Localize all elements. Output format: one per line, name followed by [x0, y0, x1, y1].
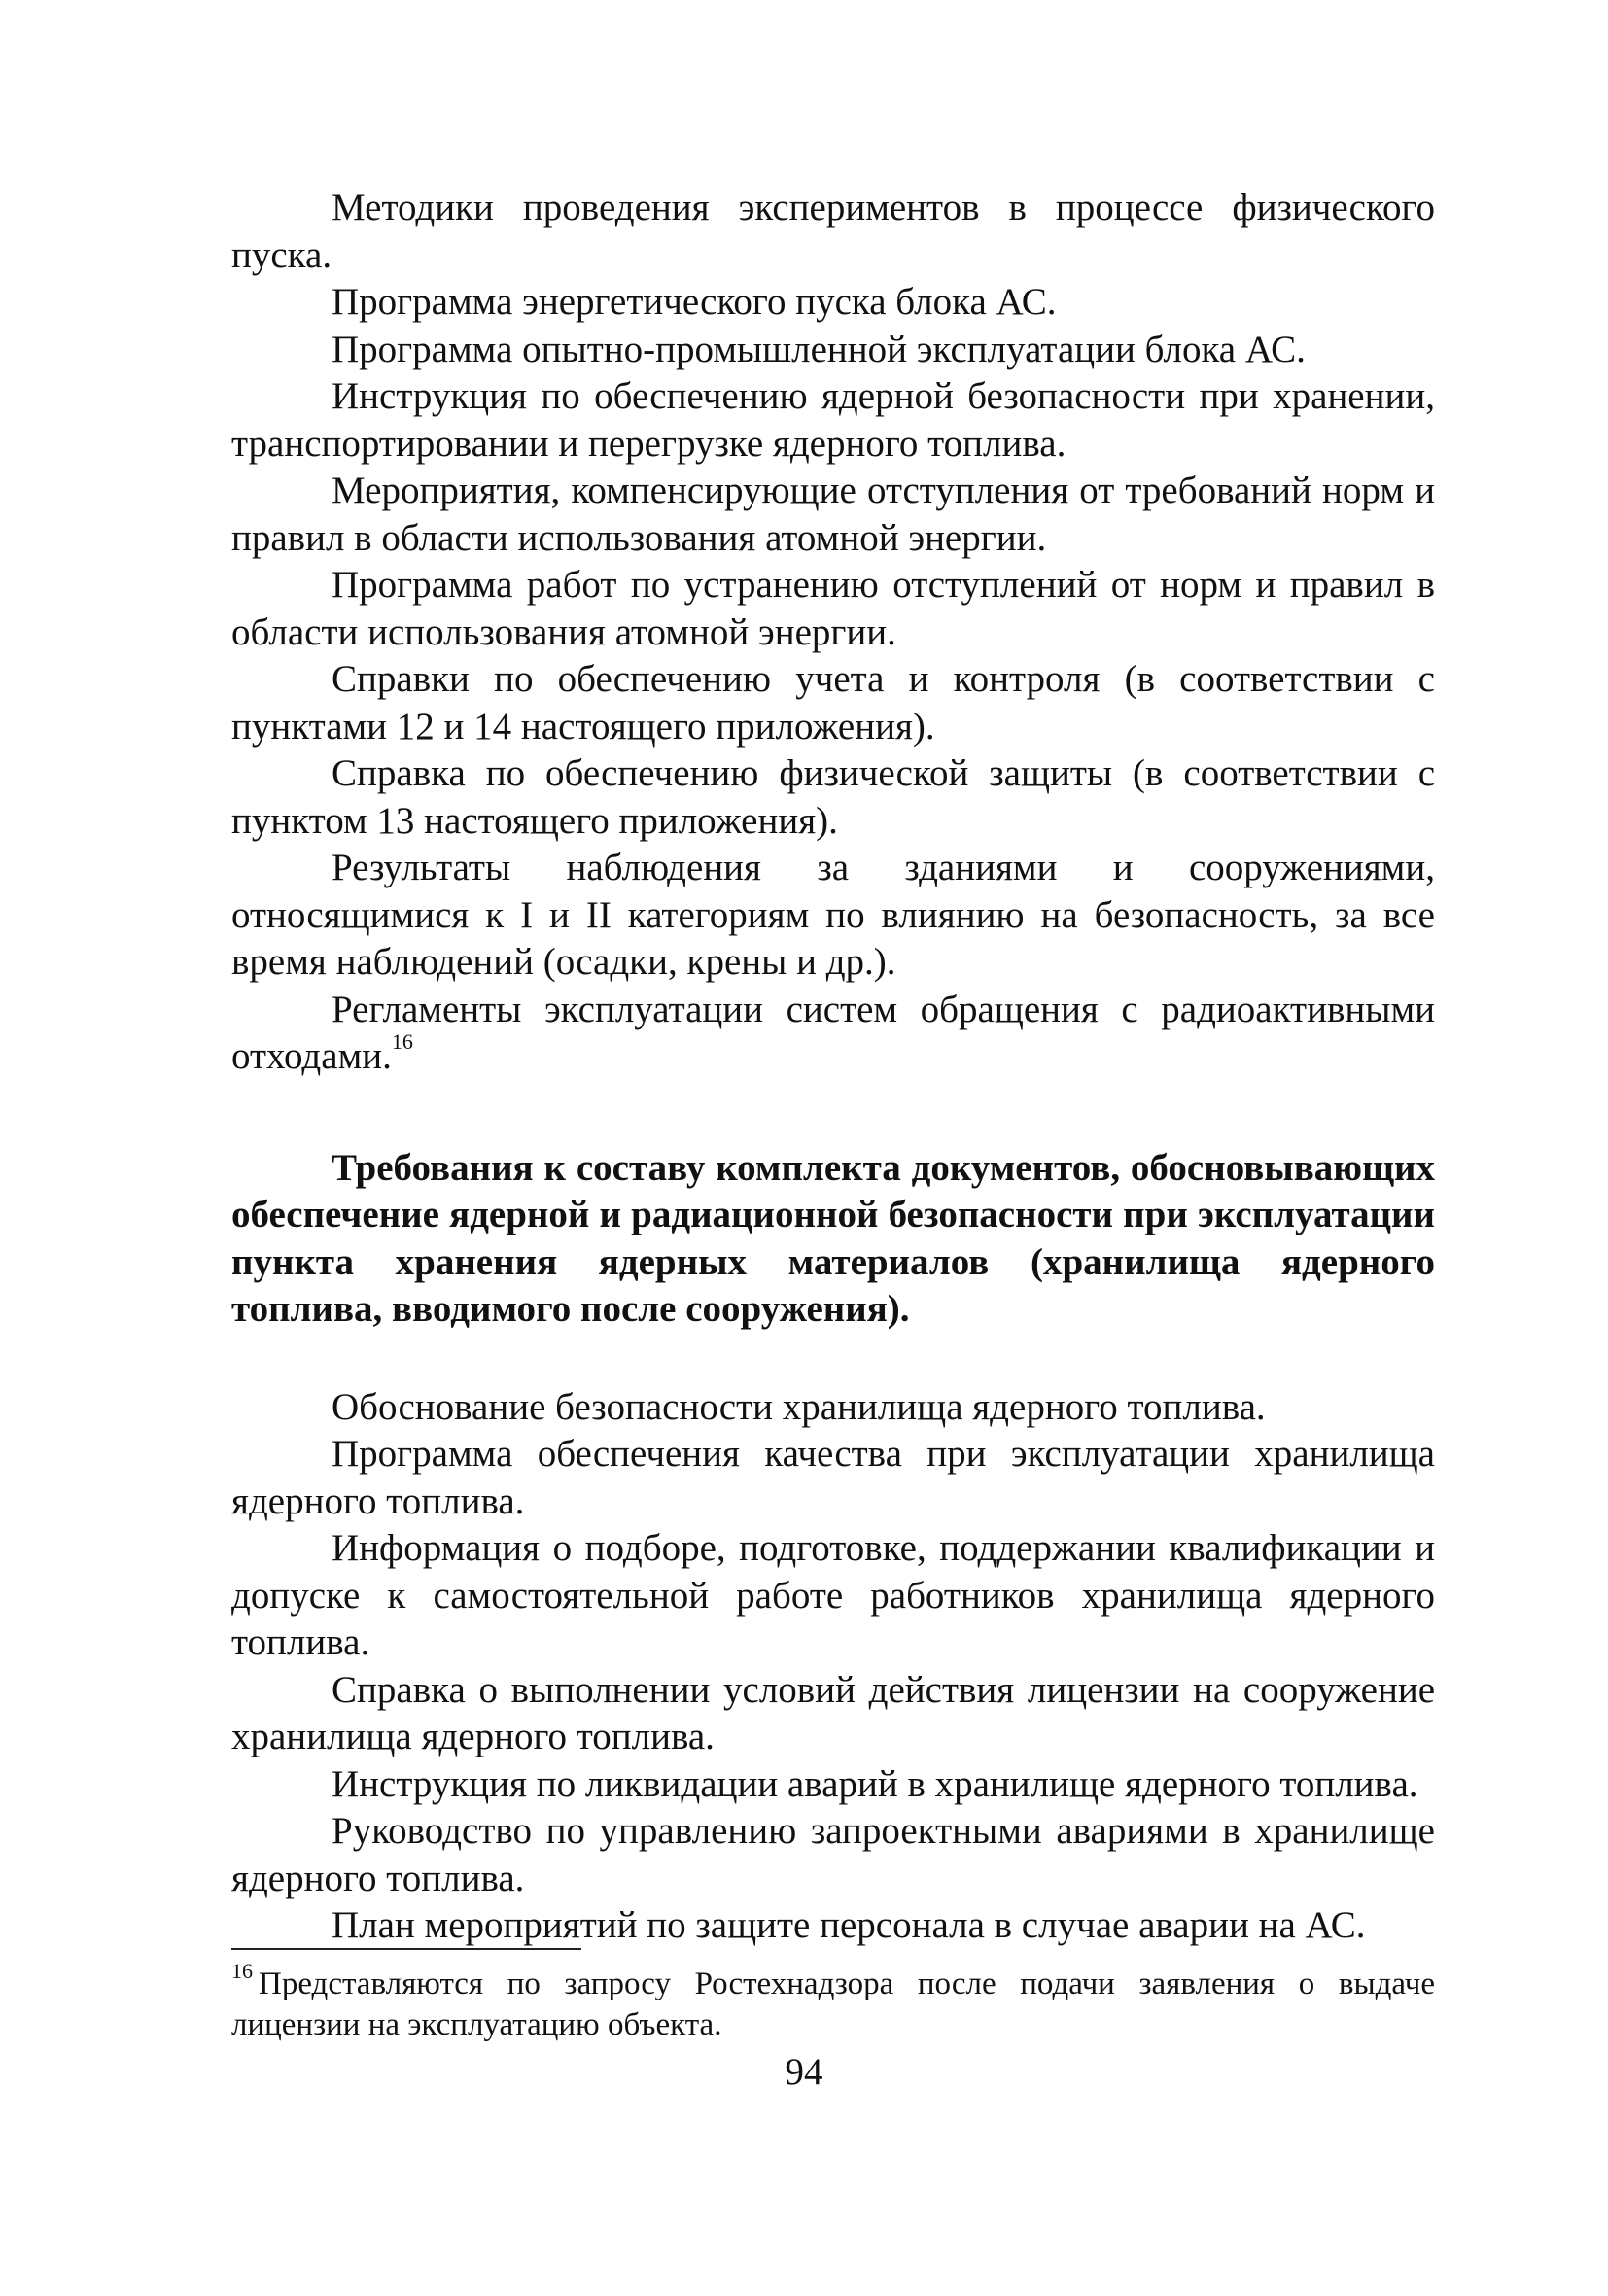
footnote — [231, 1959, 1435, 2045]
paragraph: Методики проведения экспериментов в процессе физического пуска. — [231, 187, 1435, 276]
footnote-reference[interactable]: 16 — [391, 1029, 413, 1054]
footnote-text: Представляются по запросу Ростехнадзора после подачи заявления о выдаче лицензии на эксплуатацию объекта. — [231, 1966, 1435, 2042]
paragraph: Информация о подборе, подготовке, поддержании квалификации и допуске к самостоятельной работе работников хранилища ядерного топлива. — [231, 1527, 1435, 1663]
footnote-number: 16 — [231, 1959, 253, 1983]
paragraph: Программа опытно-промышленной эксплуатации блока АС. — [332, 328, 1306, 370]
footnote-divider — [231, 1948, 581, 1950]
paragraph: Инструкция по обеспечению ядерной безопасности при хранении, транспортировании и перегрузке ядерного топлива. — [231, 375, 1435, 465]
main-text — [231, 185, 1435, 1950]
paragraph: План мероприятий по защите персонала в случае аварии на АС. — [332, 1904, 1366, 1946]
paragraph: Справка о выполнении условий действия лицензии на сооружение хранилища ядерного топлива. — [231, 1668, 1435, 1757]
paragraph-with-footnote — [231, 987, 1435, 1081]
paragraph: Справка по обеспечению физической защиты (в соответствии с пунктом 13 настоящего приложения). — [231, 752, 1435, 842]
page-number: 94 — [785, 2051, 823, 2093]
paragraph-text: Регламенты эксплуатации систем обращения с радиоактивными отходами. — [231, 988, 1435, 1077]
paragraph: Программа работ по устранению отступлений от норм и правил в области использования атомной энергии. — [231, 564, 1435, 653]
paragraph: Руководство по управлению запроектными авариями в хранилище ядерного топлива. — [231, 1810, 1435, 1899]
section-heading: Требования к составу комплекта документов, обосновывающих обеспечение ядерной и радиационной безопасности при эксплуатации пункта хранения ядерных материалов (хранилища ядерного топлива, вводимого после сооружения). — [231, 1146, 1435, 1330]
paragraph: Программа энергетического пуска блока АС. — [332, 281, 1057, 323]
paragraph: Обоснование безопасности хранилища ядерного топлива. — [332, 1385, 1266, 1428]
paragraph: Справки по обеспечению учета и контроля (в соответствии с пунктами 12 и 14 настоящего приложения). — [231, 658, 1435, 748]
paragraph: Программа обеспечения качества при эксплуатации хранилища ядерного топлива. — [231, 1433, 1435, 1522]
paragraph: Результаты наблюдения за зданиями и сооружениями, относящимися к I и II категориям по влиянию на безопасность, за все время наблюдений (осадки, крены и др.). — [231, 847, 1435, 983]
paragraph: Мероприятия, компенсирующие отступления от требований норм и правил в области использования атомной энергии. — [231, 470, 1435, 559]
paragraph: Инструкция по ликвидации аварий в хранилище ядерного топлива. — [332, 1762, 1418, 1805]
